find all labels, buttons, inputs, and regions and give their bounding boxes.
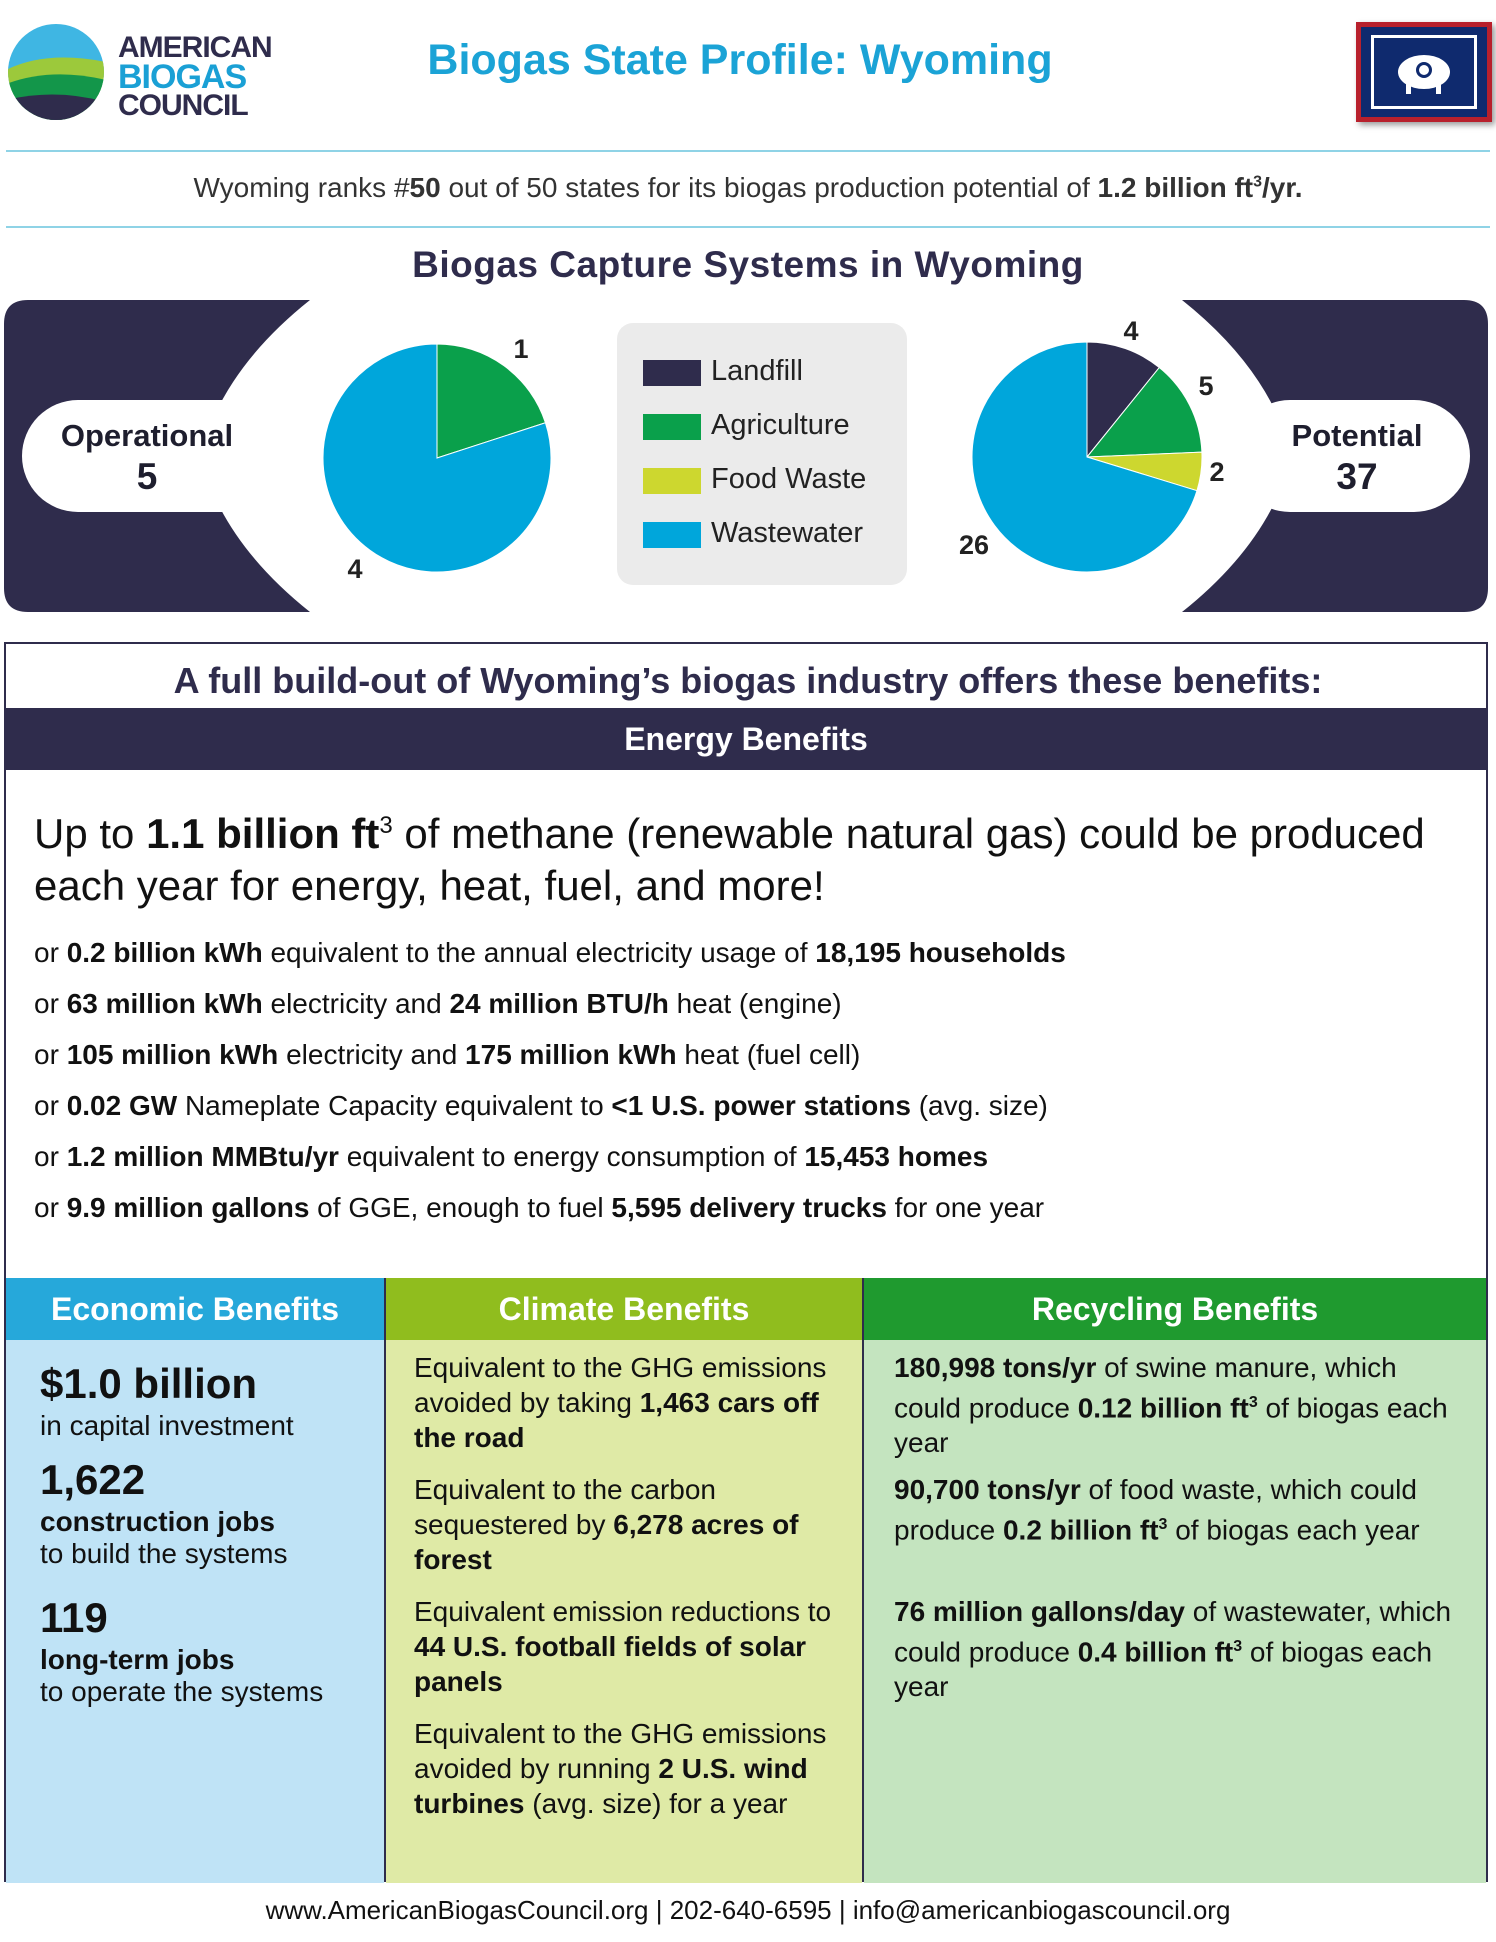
energy-value: 63 million kWh — [66, 988, 263, 1019]
climate-benefits-panel — [386, 1340, 862, 1883]
climate-text: (avg. size) for a year — [524, 1788, 788, 1819]
climate-item — [414, 1472, 834, 1577]
recycling-text: of wastewater, which could produce — [894, 1596, 1452, 1668]
longterm-jobs-label: long-term jobs — [40, 1644, 235, 1675]
legend-label: Wastewater — [711, 517, 864, 549]
recycling-text: of biogas each year — [894, 1636, 1433, 1703]
energy-line — [34, 1141, 988, 1173]
energy-text: electricity and — [278, 1039, 466, 1070]
rank-middle: out of 50 states for its biogas production potential of — [440, 172, 1098, 203]
rank-statement — [0, 172, 1496, 204]
potential-label: Potential — [1291, 418, 1423, 453]
energy-text: electricity and — [262, 988, 450, 1019]
investment-label: in capital investment — [40, 1410, 294, 1441]
energy-value: 175 million kWh — [465, 1039, 677, 1070]
recycling-text: of biogas each year — [894, 1392, 1448, 1459]
recycling-amount: 90,700 tons/yr — [894, 1474, 1081, 1505]
lead-exponent: 3 — [379, 812, 393, 839]
longterm-jobs-value: 119 — [40, 1594, 108, 1641]
energy-text: or — [34, 1039, 67, 1070]
climate-text: Equivalent to the carbon sequestered by — [414, 1474, 716, 1540]
energy-text: (avg. size) — [910, 1090, 1048, 1121]
economic-benefits-header: Economic Benefits — [6, 1278, 384, 1340]
legend-swatch — [643, 414, 701, 440]
climate-value: 44 U.S. football fields of solar panels — [414, 1631, 807, 1697]
energy-value: 1.2 million MMBtu/yr — [66, 1141, 339, 1172]
recycling-text: of food waste, which could produce — [894, 1474, 1417, 1546]
longterm-jobs-sub: to operate the systems — [40, 1676, 324, 1707]
logo-text — [118, 31, 272, 122]
energy-value: 105 million kWh — [66, 1039, 279, 1070]
recycling-benefits-panel — [864, 1340, 1486, 1883]
chart-legend — [617, 323, 907, 585]
recycling-amount: 180,998 tons/yr — [894, 1352, 1097, 1383]
logo-line-3: COUNCIL — [118, 89, 248, 122]
legend-swatch — [643, 360, 701, 386]
energy-text: or — [34, 1192, 67, 1223]
rank-suffix: /yr. — [1262, 172, 1303, 203]
pie-data-label: 5 — [1198, 371, 1214, 401]
operational-count: 5 — [136, 456, 158, 497]
divider — [6, 226, 1490, 228]
energy-value: 5,595 delivery trucks — [611, 1192, 887, 1223]
energy-line — [34, 937, 1066, 969]
energy-text: Nameplate Capacity equivalent to — [177, 1090, 612, 1121]
climate-benefits-header: Climate Benefits — [386, 1278, 862, 1340]
energy-value: 0.2 billion kWh — [66, 937, 263, 968]
energy-text: heat (engine) — [668, 988, 842, 1019]
energy-text: or — [34, 1141, 67, 1172]
operational-label: Operational — [60, 418, 234, 453]
energy-value: <1 U.S. power stations — [611, 1090, 911, 1121]
potential-count: 37 — [1336, 456, 1378, 497]
rank-exponent: 3 — [1253, 173, 1263, 191]
construction-jobs-sub: to build the systems — [40, 1538, 288, 1569]
legend-label: Food Waste — [711, 463, 867, 495]
economic-benefits-panel — [6, 1340, 384, 1883]
energy-value: 0.02 GW — [66, 1090, 178, 1121]
column-divider — [384, 1278, 386, 1882]
energy-text: of GGE, enough to fuel — [309, 1192, 612, 1223]
energy-text: for one year — [886, 1192, 1045, 1223]
logo-line-1: AMERICAN — [118, 31, 272, 64]
energy-lead-statement — [34, 800, 1434, 912]
energy-line — [34, 1090, 1048, 1122]
systems-title: Biogas Capture Systems in Wyoming — [412, 244, 1084, 285]
benefits-heading: A full build-out of Wyoming’s biogas industry offers these benefits: — [173, 660, 1323, 701]
energy-text: equivalent to the annual electricity usage of — [262, 937, 816, 968]
energy-value: 18,195 households — [815, 937, 1066, 968]
recycling-benefits-header: Recycling Benefits — [864, 1278, 1486, 1340]
pie-data-label: 26 — [958, 530, 990, 560]
energy-text: heat (fuel cell) — [676, 1039, 861, 1070]
recycling-value: 0.12 billion ft — [1077, 1392, 1249, 1424]
potential-pie-chart — [950, 310, 1250, 590]
recycling-exponent: 3 — [1233, 1638, 1243, 1655]
legend-swatch — [643, 522, 701, 548]
climate-item — [414, 1594, 834, 1699]
energy-text: equivalent to energy consumption of — [338, 1141, 805, 1172]
divider — [6, 150, 1490, 152]
legend-label: Landfill — [711, 355, 803, 387]
wyoming-flag-icon — [1356, 22, 1492, 122]
climate-value: 2 U.S. wind turbines — [414, 1753, 808, 1819]
construction-jobs-label: construction jobs — [40, 1506, 275, 1537]
pie-data-label: 4 — [1123, 316, 1139, 346]
recycling-item — [894, 1472, 1454, 1547]
recycling-exponent: 3 — [1158, 1516, 1168, 1533]
footer-contact: www.AmericanBiogasCouncil.org | 202-640-6595 | info@americanbiogascouncil.org — [265, 1895, 1231, 1925]
recycling-item — [894, 1350, 1454, 1460]
energy-text: or — [34, 988, 67, 1019]
recycling-value: 0.2 billion ft — [1002, 1514, 1159, 1546]
climate-item — [414, 1716, 834, 1821]
energy-benefits-header: Energy Benefits — [6, 708, 1486, 770]
investment-value: $1.0 billion — [40, 1360, 258, 1407]
rank-potential — [1098, 172, 1303, 203]
construction-jobs-value: 1,622 — [40, 1456, 146, 1503]
energy-value: 15,453 homes — [804, 1141, 989, 1172]
recycling-text: of swine manure, which could produce — [894, 1352, 1397, 1424]
legend-label: Agriculture — [711, 409, 850, 441]
recycling-value: 0.4 billion ft — [1077, 1636, 1234, 1668]
pie-data-label: 1 — [513, 334, 529, 364]
lead-part: of methane (renewable natural gas) could be produced each year for energy, heat, fuel, and more! — [34, 810, 1425, 909]
pie-data-label: 4 — [347, 554, 363, 584]
logo — [6, 22, 106, 122]
climate-item — [414, 1350, 834, 1455]
energy-line — [34, 1039, 860, 1071]
climate-value: 1,463 cars off the road — [414, 1387, 819, 1453]
legend-swatch — [643, 468, 701, 494]
recycling-text: of biogas each year — [1167, 1514, 1420, 1546]
column-divider — [862, 1278, 864, 1882]
energy-line — [34, 1192, 1044, 1224]
energy-value: 9.9 million gallons — [66, 1192, 310, 1223]
climate-text: Equivalent to the GHG emissions avoided by running — [414, 1718, 827, 1784]
logo-line-2: BIOGAS — [118, 58, 247, 96]
operational-pie-chart — [310, 330, 560, 590]
energy-value: 24 million BTU/h — [449, 988, 669, 1019]
climate-text: Equivalent to the GHG emissions avoided by taking — [414, 1352, 827, 1418]
climate-text: Equivalent emission reductions to — [414, 1596, 832, 1627]
page-title: Biogas State Profile: Wyoming — [427, 36, 1053, 84]
recycling-amount: 76 million gallons/day — [894, 1596, 1185, 1627]
energy-line — [34, 988, 842, 1020]
energy-text: or — [34, 937, 67, 968]
lead-part: Up to — [34, 810, 147, 857]
recycling-item — [894, 1594, 1454, 1704]
energy-text: or — [34, 1090, 67, 1121]
pie-data-label: 2 — [1209, 457, 1225, 487]
rank-prefix: Wyoming ranks # — [193, 172, 410, 203]
rank-potential-value: 1.2 billion ft — [1097, 172, 1254, 203]
lead-value: 1.1 billion ft — [146, 810, 380, 857]
climate-value: 6,278 acres of forest — [414, 1509, 799, 1575]
rank-number: 50 — [409, 172, 441, 203]
recycling-exponent: 3 — [1248, 1394, 1258, 1411]
